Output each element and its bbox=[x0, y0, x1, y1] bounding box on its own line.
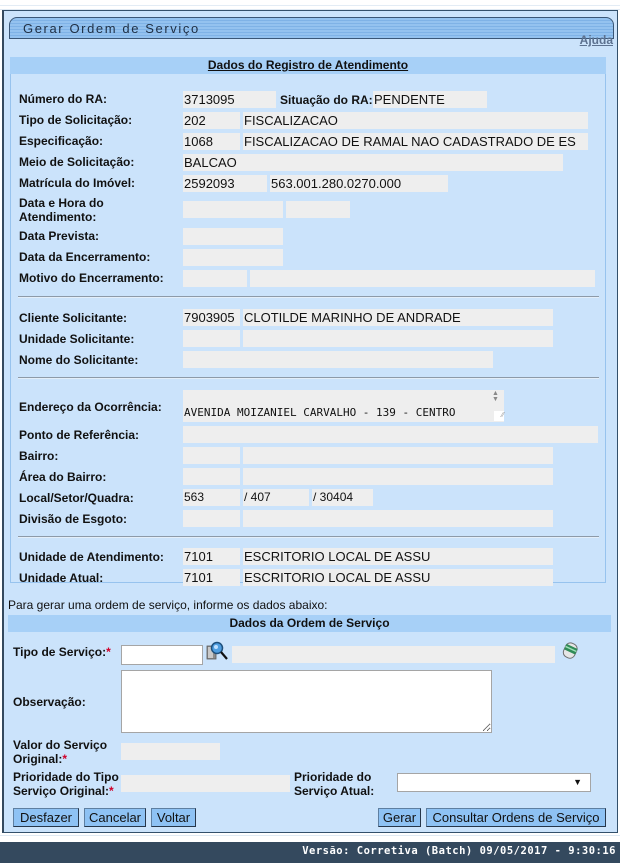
meio-solicitacao-label: Meio de Solicitação: bbox=[19, 155, 135, 169]
unidade-atual-label: Unidade Atual: bbox=[19, 571, 104, 585]
quadra-field: / 30404 bbox=[312, 489, 373, 506]
area-bairro-label: Área do Bairro: bbox=[19, 470, 107, 484]
data-encerramento-label: Data da Encerramento: bbox=[19, 250, 151, 264]
section-divider bbox=[18, 377, 599, 379]
tipo-servico-label: Tipo de Serviço:* bbox=[13, 645, 111, 659]
data-encerramento-field bbox=[183, 249, 283, 266]
unidade-solicitante-desc bbox=[243, 330, 553, 347]
data-hora-atendimento-label: Data e Hora do Atendimento: bbox=[19, 196, 104, 224]
matricula-imovel-label: Matrícula do Imóvel: bbox=[19, 176, 136, 190]
data-prevista-field bbox=[183, 228, 283, 245]
ponto-referencia-label: Ponto de Referência: bbox=[19, 428, 140, 442]
instruction-text: Para gerar uma ordem de serviço, informe os dados abaixo: bbox=[8, 598, 328, 612]
tipo-solicitacao-code: 202 bbox=[183, 112, 240, 129]
unidade-solicitante-label: Unidade Solicitante: bbox=[19, 332, 135, 346]
help-link[interactable]: Ajuda bbox=[579, 33, 613, 47]
version-text: Versão: Corretiva (Batch) 09/05/2017 - 9:30:16 bbox=[302, 845, 616, 857]
matricula-imovel-code: 2592093 bbox=[183, 175, 267, 192]
tipo-solicitacao-label: Tipo de Solicitação: bbox=[19, 113, 133, 127]
bairro-desc bbox=[243, 447, 553, 464]
cancelar-button[interactable]: Cancelar bbox=[84, 808, 146, 827]
prioridade-servico-atual-label: Prioridade do Serviço Atual: bbox=[294, 770, 375, 798]
desfazer-button[interactable]: Desfazer bbox=[13, 808, 79, 827]
motivo-encerramento-code bbox=[183, 270, 247, 287]
title-bar bbox=[9, 17, 614, 39]
endereco-ocorrencia-label: Endereço da Ocorrência: bbox=[19, 400, 162, 414]
local-field: 563 bbox=[183, 489, 240, 506]
divisao-esgoto-label: Divisão de Esgoto: bbox=[19, 512, 128, 526]
divisao-esgoto-code bbox=[183, 510, 240, 527]
consultar-ordens-button[interactable]: Consultar Ordens de Serviço bbox=[426, 808, 606, 827]
resize-handle-icon[interactable]: ⁄⁄ bbox=[494, 411, 504, 421]
unidade-atual-code: 7101 bbox=[183, 569, 240, 586]
area-bairro-desc bbox=[243, 468, 553, 485]
section-divider bbox=[18, 536, 599, 538]
nome-solicitante-field bbox=[183, 351, 493, 368]
search-icon[interactable] bbox=[205, 640, 229, 662]
area-bairro-code bbox=[183, 468, 240, 485]
eraser-icon[interactable] bbox=[560, 640, 580, 662]
hora-atendimento-field bbox=[286, 201, 350, 218]
situacao-ra-label: Situação do RA: bbox=[280, 93, 373, 107]
unidade-atendimento-label: Unidade de Atendimento: bbox=[19, 550, 164, 564]
tipo-servico-desc bbox=[232, 646, 555, 663]
cliente-solicitante-name: CLOTILDE MARINHO DE ANDRADE bbox=[243, 309, 553, 326]
nome-solicitante-label: Nome do Solicitante: bbox=[19, 353, 139, 367]
os-section-header: Dados da Ordem de Serviço bbox=[8, 615, 611, 632]
prioridade-tipo-servico-original-label: Prioridade do Tipo Serviço Original:* bbox=[13, 770, 119, 798]
required-marker: * bbox=[106, 645, 111, 659]
setor-field: / 407 bbox=[243, 489, 309, 506]
page-title: Gerar Ordem de Serviço bbox=[23, 21, 200, 36]
meio-solicitacao-field: BALCAO bbox=[183, 154, 563, 171]
unidade-atual-desc: ESCRITORIO LOCAL DE ASSU bbox=[243, 569, 553, 586]
especificacao-desc: FISCALIZACAO DE RAMAL NAO CADASTRADO DE ES bbox=[243, 133, 588, 150]
data-prevista-label: Data Prevista: bbox=[19, 229, 100, 243]
numero-ra-field: 3713095 bbox=[183, 91, 276, 108]
voltar-button[interactable]: Voltar bbox=[151, 808, 196, 827]
cliente-solicitante-code: 7903905 bbox=[183, 309, 240, 326]
inscricao-imovel-field: 563.001.280.0270.000 bbox=[270, 175, 448, 192]
footer-bar bbox=[0, 842, 620, 863]
valor-servico-original-field bbox=[121, 743, 220, 760]
divisao-esgoto-desc bbox=[243, 510, 553, 527]
top-divider bbox=[0, 0, 620, 10]
scroll-arrows-icon[interactable]: ▲ ▼ bbox=[492, 390, 499, 403]
local-setor-quadra-label: Local/Setor/Quadra: bbox=[19, 491, 134, 505]
cliente-solicitante-label: Cliente Solicitante: bbox=[19, 311, 128, 325]
bairro-code bbox=[183, 447, 240, 464]
observacao-label: Observação: bbox=[13, 695, 86, 709]
prioridade-tipo-servico-original-field bbox=[121, 775, 290, 792]
section-divider bbox=[18, 296, 599, 298]
motivo-encerramento-desc bbox=[250, 270, 595, 287]
observacao-textarea[interactable] bbox=[121, 670, 492, 733]
especificacao-label: Especificação: bbox=[19, 134, 104, 148]
unidade-atendimento-code: 7101 bbox=[183, 548, 240, 565]
especificacao-code: 1068 bbox=[183, 133, 240, 150]
motivo-encerramento-label: Motivo do Encerramento: bbox=[19, 271, 164, 285]
endereco-ocorrencia-textarea[interactable]: AVENIDA MOIZANIEL CARVALHO - 139 - CENTRO bbox=[183, 390, 504, 422]
ponto-referencia-field bbox=[183, 426, 598, 443]
numero-ra-label: Número do RA: bbox=[19, 92, 107, 106]
prioridade-servico-atual-select[interactable] bbox=[397, 773, 591, 792]
tipo-servico-code-input[interactable] bbox=[121, 645, 203, 665]
gerar-button[interactable]: Gerar bbox=[378, 808, 421, 827]
footer-divider bbox=[0, 835, 620, 842]
tipo-solicitacao-desc: FISCALIZACAO bbox=[243, 112, 588, 129]
dropdown-arrow-icon: ▼ bbox=[573, 777, 582, 787]
situacao-ra-field: PENDENTE bbox=[373, 91, 487, 108]
ra-section-header: Dados do Registro de Atendimento bbox=[10, 57, 606, 74]
data-atendimento-field bbox=[183, 201, 283, 218]
unidade-atendimento-desc: ESCRITORIO LOCAL DE ASSU bbox=[243, 548, 553, 565]
bairro-label: Bairro: bbox=[19, 449, 59, 463]
unidade-solicitante-code bbox=[183, 330, 240, 347]
valor-servico-original-label: Valor do Serviço Original:* bbox=[13, 738, 108, 766]
